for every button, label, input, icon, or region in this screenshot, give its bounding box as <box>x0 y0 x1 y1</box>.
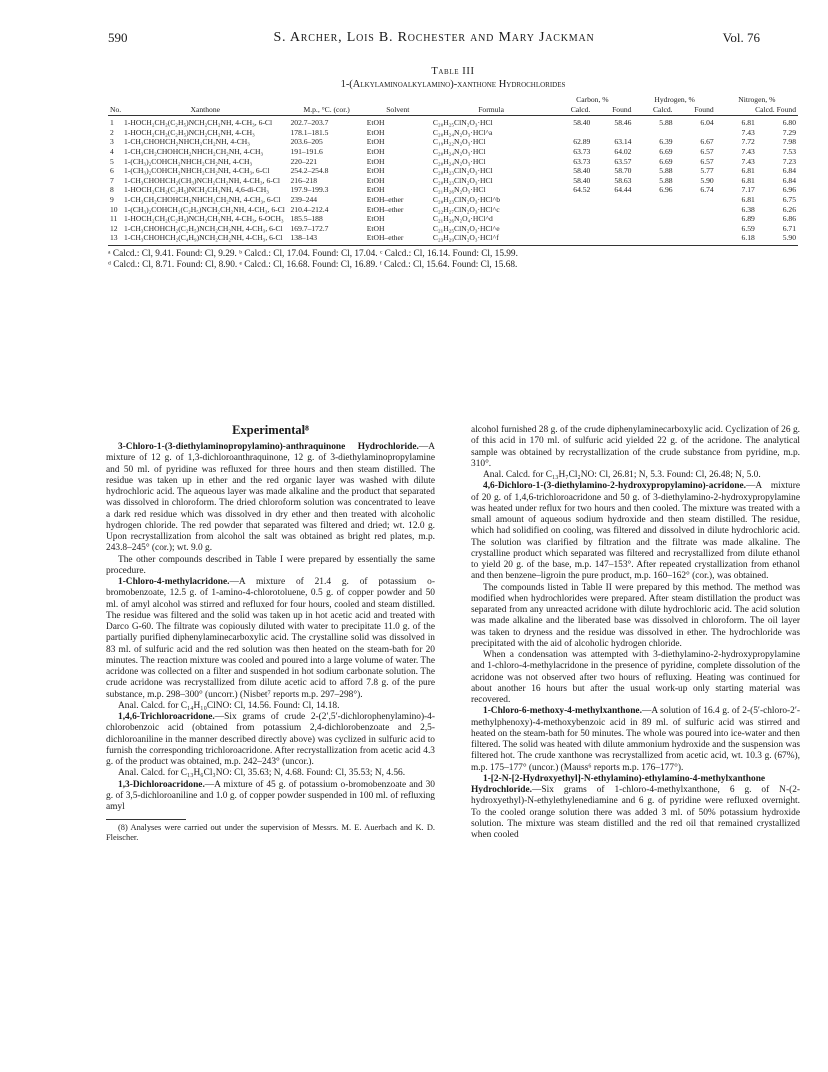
cell-hydrogen-found <box>675 195 716 205</box>
paragraph-title: 1-Chloro-6-methoxy-4-methylxanthone. <box>483 706 642 717</box>
footnote-divider <box>106 819 186 820</box>
cell-carbon-calcd <box>551 205 592 215</box>
cell-formula: C₂₀H₂₄N₂O₃·HCl^a <box>432 127 493 137</box>
paragraph-title: 4,6-Dichloro-1-(3-diethylamino-2-hydroxypropylamino)-acridone. <box>483 481 747 492</box>
paragraph-title: 1-Chloro-4-methylacridone. <box>118 577 230 587</box>
cell-formula: C₂₀H₂₄N₂O₃·HCl <box>432 156 486 166</box>
cell-carbon-found: 64.44 <box>614 185 632 195</box>
cell-nitrogen-found: 6.84 <box>782 166 796 176</box>
cell-no: 11 <box>110 214 118 224</box>
table-row <box>108 176 798 186</box>
header-solvent: Solvent <box>365 105 431 116</box>
cell-formula: C₂₀H₂₃ClN₂O₃·HCl^b <box>432 194 501 204</box>
cell-hydrogen-calcd <box>633 214 674 224</box>
cell-carbon-calcd <box>551 214 592 224</box>
cell-mp: 197.9–199.3 <box>290 185 329 195</box>
paragraph <box>106 712 435 768</box>
cell-hydrogen-found: 6.57 <box>700 156 714 166</box>
analysis-line: Anal. Calcd. for C₁₃H₇Cl₂NO: Cl, 26.81; N, 5.3. Found: Cl, 26.48; N, 5.0. <box>483 470 761 480</box>
cell-nitrogen-calcd: 6.81 <box>741 118 755 128</box>
cell-formula: C₂₀H₂₅ClN₂O₃·HCl <box>432 118 493 128</box>
paragraph <box>106 780 435 814</box>
cell-solvent: EtOH <box>366 175 385 185</box>
cell-mp: 210.4–212.4 <box>290 204 329 214</box>
cell-carbon-calcd: 62.89 <box>573 137 591 147</box>
cell-solvent: EtOH <box>366 166 385 176</box>
cell-mp: 216–218 <box>290 175 318 185</box>
paragraph-body: —A mixture of 21.4 g. of potassium o-bromobenzoate, 12.5 g. of 1-amino-4-chlorotoluene, 0.5 g. of copper powder and 50 ml. of amyl alcohol was stirred and refluxed for four hours, cooled and steam distilled. The residue was filtered and the solid was taken up in hot acetic acid and treated with Darco G-60. The filtrate was copiously diluted with water to precipitate 11.0 g. of the partially purified diphenylaminecarboxylic acid. The crystalline solid was dissolved in 83 ml. of sulfuric acid and the red solution was then heated on the steam-bath for 20 minutes. The reaction mixture was cooled and poured into a large volume of water. The acridone was collected on a filter and suspended in hot sodium carbonate solution. The crude acridone was recrystallized from dilute acetic acid to afford 7.8 g. of the pure substance, m.p. 298–300° (uncorr.) (Nisbet⁷ reports m.p. 297–298°). <box>106 577 435 700</box>
cell-hydrogen-found: 5.90 <box>700 175 714 185</box>
analysis-line: Anal. Calcd. for C₁₄H₁₀ClNO: Cl, 14.56. Found: Cl, 14.18. <box>118 700 340 711</box>
cell-no: 12 <box>110 223 118 233</box>
cell-nitrogen-found: 7.23 <box>782 156 796 166</box>
cell-nitrogen-found: 6.75 <box>782 194 796 204</box>
table-footnote-line: ᵃ Calcd.: Cl, 9.41. Found: Cl, 9.29. ᵇ Calcd.: Cl, 17.04. Found: Cl, 17.04. ᶜ Calcd.: Cl, 16.14. Found: Cl, 15.99. <box>108 248 518 259</box>
paragraph <box>471 481 800 582</box>
cell-solvent: EtOH <box>366 137 385 147</box>
cell-xanthone: 1-CH₃CHOHCH₂(C₂H₅)NCH₂CH₂NH, 4-CH₃, 6-Cl <box>124 223 283 233</box>
cell-formula: C₁₉H₂₂N₂O₃·HCl <box>432 137 486 147</box>
cell-no: 10 <box>110 204 118 214</box>
cell-carbon-found <box>592 214 633 224</box>
cell-hydrogen-calcd <box>633 224 674 234</box>
cell-carbon-found: 64.02 <box>614 146 632 156</box>
table-body <box>108 116 798 246</box>
cell-nitrogen-calcd: 7.43 <box>741 146 755 156</box>
cell-carbon-calcd: 63.73 <box>573 146 591 156</box>
cell-nitrogen-calcd: 7.43 <box>741 156 755 166</box>
cell-formula: C₂₃H₂₉ClN₂O₃·HCl^f <box>431 233 551 245</box>
cell-hydrogen-calcd: 6.69 <box>659 146 673 156</box>
cell-hydrogen-calcd <box>633 128 674 138</box>
cell-no: 1 <box>110 118 114 128</box>
analysis-line: Anal. Calcd. for C₁₃H₆Cl₃NO: Cl, 35.63; N, 4.68. Found: Cl, 35.53; N, 4.56. <box>118 768 406 779</box>
header-nitrogen: Nitrogen, % <box>738 95 776 104</box>
paragraph <box>471 706 800 774</box>
cell-no: 5 <box>110 156 114 166</box>
cell-hydrogen-found <box>675 233 716 245</box>
cell-carbon-calcd: 64.52 <box>573 185 591 195</box>
table-row <box>108 205 798 215</box>
header-mp: M.p., °C. (cor.) <box>289 105 365 116</box>
table-row <box>108 166 798 176</box>
cell-formula: C₂₁H₂₅ClN₂O₃·HCl^e <box>432 223 500 233</box>
cell-carbon-found <box>592 224 633 234</box>
cell-no: 8 <box>110 185 114 195</box>
table-row <box>108 214 798 224</box>
cell-hydrogen-calcd <box>633 195 674 205</box>
table-iii <box>108 66 798 271</box>
paragraph-title: 3-Chloro-1-(3-diethylaminopropylamino)-anthraquinone Hydrochloride. <box>118 442 419 452</box>
cell-xanthone: 1-HOCH₂CH₂(C₂H₅)NCH₂CH₂NH, 4-CH₃ <box>124 127 255 137</box>
right-column <box>471 425 800 841</box>
cell-mp: 202.7–203.7 <box>290 118 329 128</box>
page-number: 590 <box>108 30 128 45</box>
cell-no: 4 <box>110 146 114 156</box>
cell-hydrogen-calcd: 6.96 <box>659 185 673 195</box>
cell-hydrogen-calcd <box>633 205 674 215</box>
header-hydrogen-calcd: Calcd. <box>633 105 674 116</box>
cell-nitrogen-found: 7.53 <box>782 146 796 156</box>
table-title: Table III <box>431 66 475 77</box>
cell-hydrogen-calcd: 6.39 <box>659 137 673 147</box>
cell-hydrogen-found: 5.77 <box>700 166 714 176</box>
cell-xanthone: 1-(CH₃)₂COHCH₂NHCH₂CH₂NH, 4-CH₃, 6-Cl <box>124 166 270 176</box>
table-row <box>108 224 798 234</box>
table-row <box>108 157 798 167</box>
header-carbon: Carbon, % <box>576 95 609 104</box>
paragraph: When a condensation was attempted with 3-diethylamino-2-hydroxypropylamine and 1-chloro-4-methylacridone in the presence of pyridine, complete dissolution of the acridone was not observed after two hours of refluxing. Heating was continued for about another 16 hours but after the usual work-up only starting material was recovered. <box>471 650 800 705</box>
paragraph <box>106 577 435 701</box>
cell-formula: C₂₀H₂₄N₂O₃·HCl <box>432 146 486 156</box>
cell-hydrogen-found <box>675 205 716 215</box>
author-line: S. Archer, Lois B. Rochester and Mary Jackman <box>273 30 595 45</box>
cell-nitrogen-calcd: 6.59 <box>741 223 755 233</box>
cell-nitrogen-calcd: 6.81 <box>741 175 755 185</box>
paragraph-body: —Six grams of crude 2-(2′,5′-dichlorophenylamino)-4-chlorobenzoic acid (obtained from potassium 2,4-dichlorobenzoate and 2,5-dichloroaniline in the manner described directly above) was cyclized in sulfuric acid to furnish the corresponding trichloroacridone. After recrystallization from acetic acid 4.3 g. of the product was obtained, m.p. 242–243° (uncor.). <box>106 712 435 767</box>
cell-carbon-found <box>592 195 633 205</box>
paragraph-body: —A mixture of 12 g. of 1,3-dichloroanthraquinone, 12 g. of 3-diethylaminopropylamine and 50 ml. of pyridine was refluxed for three hours and then steam distilled. The residue was taken up in ether and the red organic layer was washed with dilute hydrochloric acid. The aqueous layer was made alkaline and the product that separated was dissolved in chloroform. The dried chloroform solution was concentrated to leave a dark red residue which was dissolved in dry ether and then treated with alcoholic hydrogen chloride. The red powder that separated was filtered and dried; wt. 12.0 g. Upon recrystallization from alcohol the salt was obtained as bright red plates, m.p. 243.8–245° (cor.); wt. 9.0 g. <box>106 442 435 554</box>
cell-no: 9 <box>110 194 114 204</box>
table-row <box>108 195 798 205</box>
cell-hydrogen-found <box>675 128 716 138</box>
cell-mp: 138–143 <box>289 233 365 245</box>
cell-mp: 169.7–172.7 <box>290 223 329 233</box>
cell-carbon-calcd: 58.40 <box>573 166 591 176</box>
cell-carbon-found: 58.63 <box>614 175 632 185</box>
cell-nitrogen-found: 6.71 <box>782 223 796 233</box>
table-footnotes <box>108 249 798 271</box>
cell-carbon-calcd: 58.40 <box>573 175 591 185</box>
cell-hydrogen-calcd: 5.88 <box>659 175 673 185</box>
paragraph: The other compounds described in Table I were prepared by essentially the same procedure. <box>106 554 435 576</box>
cell-mp: 239–244 <box>290 194 318 204</box>
header-xanthone: Xanthone <box>122 105 288 116</box>
cell-xanthone: 1-(CH₃)₂COHCH₂(C₂H₅)NCH₂CH₂NH, 4-CH₃, 6-Cl <box>124 204 285 214</box>
cell-carbon-calcd <box>551 128 592 138</box>
cell-hydrogen-found <box>675 224 716 234</box>
cell-nitrogen-found: 6.86 <box>782 214 796 224</box>
cell-no: 2 <box>110 127 114 137</box>
cell-carbon-calcd: 63.73 <box>573 156 591 166</box>
cell-nitrogen-calcd: 6.81 <box>741 166 755 176</box>
cell-hydrogen-found: 6.74 <box>700 185 714 195</box>
paragraph: The compounds listed in Table II were prepared by this method. The method was modified when hydrochlorides were prepared. After steam distillation the product was separated from any unreacted acridone with dilute hydrochloric acid. The acid solution was made alkaline and the liberated base was dissolved in chloroform. The oil layer was taken to dryness and the residue was dissolved in ether. The hydrochloride was precipitated with the aid of alcoholic hydrogen chloride. <box>471 582 800 649</box>
cell-hydrogen-found <box>675 214 716 224</box>
cell-solvent: EtOH <box>366 118 385 128</box>
cell-carbon-found: 63.57 <box>614 156 632 166</box>
paragraph <box>106 442 435 555</box>
cell-hydrogen-calcd: 5.88 <box>659 166 673 176</box>
cell-mp: 178.1–181.5 <box>290 127 329 137</box>
cell-nitrogen-calcd: 7.72 <box>741 137 755 147</box>
cell-nitrogen-found: 6.26 <box>782 204 796 214</box>
cell-solvent: EtOH <box>366 185 385 195</box>
footnote: (8) Analyses were carried out under the supervision of Messrs. M. E. Auerbach and K. D. Fleischer. <box>106 823 435 843</box>
header-carbon-found: Found <box>592 105 633 116</box>
cell-formula: C₂₀H₂₃ClN₂O₃·HCl <box>432 166 493 176</box>
cell-xanthone: 1-HOCH₂CH₂(C₂H₅)NCH₂CH₂NH, 4,6-di-CH₃ <box>124 185 269 195</box>
cell-formula: C₂₂H₂₇ClN₂O₃·HCl^c <box>432 204 500 214</box>
cell-xanthone: 1-(CH₃)₂COHCH₂NHCH₂CH₂NH, 4-CH₃ <box>124 156 253 166</box>
cell-carbon-found: 58.70 <box>614 166 632 176</box>
cell-solvent: EtOH–ether <box>365 233 431 245</box>
header-hydrogen: Hydrogen, % <box>654 95 695 104</box>
header-carbon-calcd: Calcd. <box>551 105 592 116</box>
cell-solvent: EtOH–ether <box>366 194 404 204</box>
paragraph-title: 1,3-Dichloroacridone. <box>118 779 205 790</box>
data-table <box>108 95 798 246</box>
cell-hydrogen-found: 6.67 <box>700 137 714 147</box>
paragraph-body: —A mixture of 45 g. of potassium o-bromobenzoate and 30 g. of 3,5-dichloroaniline and 1.0 g. of copper powder suspended in 100 ml. of refluxing amyl <box>106 779 435 812</box>
table-row <box>108 116 798 128</box>
paragraph: alcohol furnished 28 g. of the crude diphenylaminecarboxylic acid. Cyclization of 26 g. of this acid in 170 ml. of sulfuric acid yielded 22 g. of the acridone. The analytical sample was obtained by recrystallization of the crude substance from pyridine, m.p. 310°. <box>471 425 800 469</box>
header-nitrogen-calcd-found: Calcd. Found <box>716 105 798 116</box>
cell-carbon-found <box>592 233 633 245</box>
cell-solvent: EtOH <box>366 156 385 166</box>
paragraph-body: —A mixture of 20 g. of 1,4,6-trichloroacridone and 50 g. of 3-diethylamino-2-hydroxypropylamine was heated under reflux for two hours and then cooled. The mixture was treated with a small amount of aqueous sodium hydroxide and then steam distilled. The residue, which had solidified on cooling, was filtered and dissolved in dilute hydrochloric acid. The solution was clarified by filtration and the filtrate was made alkaline. The crystalline product which separated was filtered and recrystallized from dilute ethanol to yield 20 g. of the base, m.p. 147–153°. After repeated crystallization from ethanol and then benzene–ligroin the pure product, m.p. 160–162° (cor.), was obtained. <box>471 481 800 582</box>
cell-no: 7 <box>110 175 114 185</box>
cell-nitrogen-found: 7.98 <box>782 137 796 147</box>
cell-xanthone: 1-CH₃CH₂CHOHCH₂NHCH₂CH₂NH, 4-CH₃ <box>124 146 264 156</box>
cell-no: 13 <box>108 233 122 245</box>
cell-nitrogen-calcd: 6.38 <box>741 204 755 214</box>
cell-xanthone: 1-CH₃CHOHCH₂(CH₃)NCH₂CH₂NH, 4-CH₃, 6-Cl <box>124 175 280 185</box>
cell-carbon-calcd: 58.40 <box>573 118 591 128</box>
cell-formula: C₂₁H₂₆N₂O₃·HCl <box>432 185 486 195</box>
cell-hydrogen-found: 6.04 <box>700 118 714 128</box>
cell-no: 3 <box>110 137 114 147</box>
cell-solvent: EtOH <box>366 146 385 156</box>
cell-solvent: EtOH <box>366 223 385 233</box>
cell-nitrogen-found: 6.96 <box>782 185 796 195</box>
cell-solvent: EtOH–ether <box>366 204 404 214</box>
section-heading: Experimental⁸ <box>232 423 309 437</box>
paragraph-body: —A solution of 16.4 g. of 2-(5′-chloro-2′-methylphenoxy)-4-methoxybenzoic acid in 89 ml. of sulfuric acid was stirred and heated on the steam-bath for 50 minutes. The whole was poured into ice-water and then filtered. The solid was heated with dilute ammonium hydroxide and the suspension was filtered hot. The crude xanthone was recrystallized from acetic acid, wt. 10.3 g. (67%), m.p. 175–177° (uncor.) (Mauss⁶ reports m.p. 176–177°). <box>471 706 800 773</box>
cell-carbon-calcd <box>551 195 592 205</box>
running-head <box>108 30 760 46</box>
cell-carbon-found <box>592 205 633 215</box>
table-row <box>108 233 798 245</box>
cell-nitrogen-calcd: 7.17 <box>741 185 755 195</box>
paragraph <box>471 774 800 842</box>
cell-mp: 203.6–205 <box>290 137 323 147</box>
table-group-header-row <box>108 95 798 105</box>
paragraph-body: —Six grams of 1-chloro-4-methylxanthone, 6 g. of N-(2-hydroxyethyl)-N-ethylethylenediamine and 6 g. of pyridine were refluxed overnight. To the cooled orange solution there was added 3 ml. of 50% potassium hydroxide solution. The mixture was steam distilled and the red oil that remained crystallized when cooled <box>471 785 800 840</box>
cell-carbon-found: 63.14 <box>614 137 632 147</box>
paragraph-title: 1-[2-N-[2-Hydroxyethyl]-N-ethylamino)-ethylamino-4-methylxanthone Hydrochloride. <box>471 773 766 795</box>
cell-nitrogen-found: 5.90 <box>757 233 798 245</box>
cell-carbon-found: 58.46 <box>614 118 632 128</box>
cell-mp: 185.5–188 <box>290 214 323 224</box>
table-row <box>108 185 798 195</box>
table-header-row <box>108 105 798 116</box>
cell-nitrogen-calcd: 6.18 <box>716 233 757 245</box>
header-hydrogen-found: Found <box>675 105 716 116</box>
cell-carbon-found <box>592 128 633 138</box>
cell-nitrogen-calcd: 6.81 <box>741 194 755 204</box>
cell-xanthone: 1-HOCH₂CH₂(C₂H₅)NCH₂CH₂NH, 4-CH₃, 6-OCH₃ <box>124 214 284 224</box>
cell-hydrogen-calcd <box>633 233 674 245</box>
cell-mp: 191–191.6 <box>290 146 323 156</box>
cell-xanthone: 1-CH₃CHOHCH₂(C₄H₉)NCH₂CH₂NH, 4-CH₃, 6-Cl <box>122 233 288 245</box>
cell-nitrogen-found: 6.80 <box>782 118 796 128</box>
table-row <box>108 137 798 147</box>
cell-hydrogen-found: 6.57 <box>700 146 714 156</box>
cell-formula: C₂₁H₂₆N₂O₄·HCl^d <box>432 214 493 224</box>
cell-nitrogen-found: 7.29 <box>782 127 796 137</box>
cell-mp: 254.2–254.8 <box>290 166 329 176</box>
table-subtitle: 1-(Alkylaminoalkylamino)-xanthone Hydrochlorides <box>340 79 566 90</box>
left-column <box>106 425 435 843</box>
cell-nitrogen-found: 6.84 <box>782 175 796 185</box>
table-footnote-line: ᵈ Calcd.: Cl, 8.71. Found: Cl, 8.90. ᵉ Calcd.: Cl, 16.68. Found: Cl, 16.89. ᶠ Calcd.: Cl, 15.64. Found: Cl, 15.68. <box>108 259 518 270</box>
header-formula: Formula <box>431 105 551 116</box>
cell-nitrogen-calcd: 7.43 <box>741 127 755 137</box>
cell-solvent: EtOH <box>366 127 385 137</box>
cell-mp: 220–221 <box>290 156 318 166</box>
paragraph-title: 1,4,6-Trichloroacridone. <box>118 712 215 722</box>
cell-xanthone: 1-HOCH₂CH₂(C₂H₅)NCH₂CH₂NH, 4-CH₃, 6-Cl <box>124 118 273 128</box>
volume-label: Vol. 76 <box>722 30 760 45</box>
cell-hydrogen-calcd: 6.69 <box>659 156 673 166</box>
table-row <box>108 147 798 157</box>
header-no: No. <box>108 105 122 116</box>
cell-solvent: EtOH <box>366 214 385 224</box>
cell-hydrogen-calcd: 5.88 <box>659 118 673 128</box>
cell-xanthone: 1-CH₃CH₂CHOHCH₂NHCH₂CH₂NH, 4-CH₃, 6-Cl <box>124 194 281 204</box>
cell-nitrogen-calcd: 6.89 <box>741 214 755 224</box>
cell-formula: C₂₀H₂₃ClN₂O₃·HCl <box>432 175 493 185</box>
cell-no: 6 <box>110 166 114 176</box>
table-row <box>108 128 798 138</box>
cell-xanthone: 1-CH₃CHOHCH₂NHCH₂CH₂NH, 4-CH₃ <box>124 137 250 147</box>
cell-carbon-calcd <box>551 224 592 234</box>
cell-carbon-calcd <box>551 233 592 245</box>
